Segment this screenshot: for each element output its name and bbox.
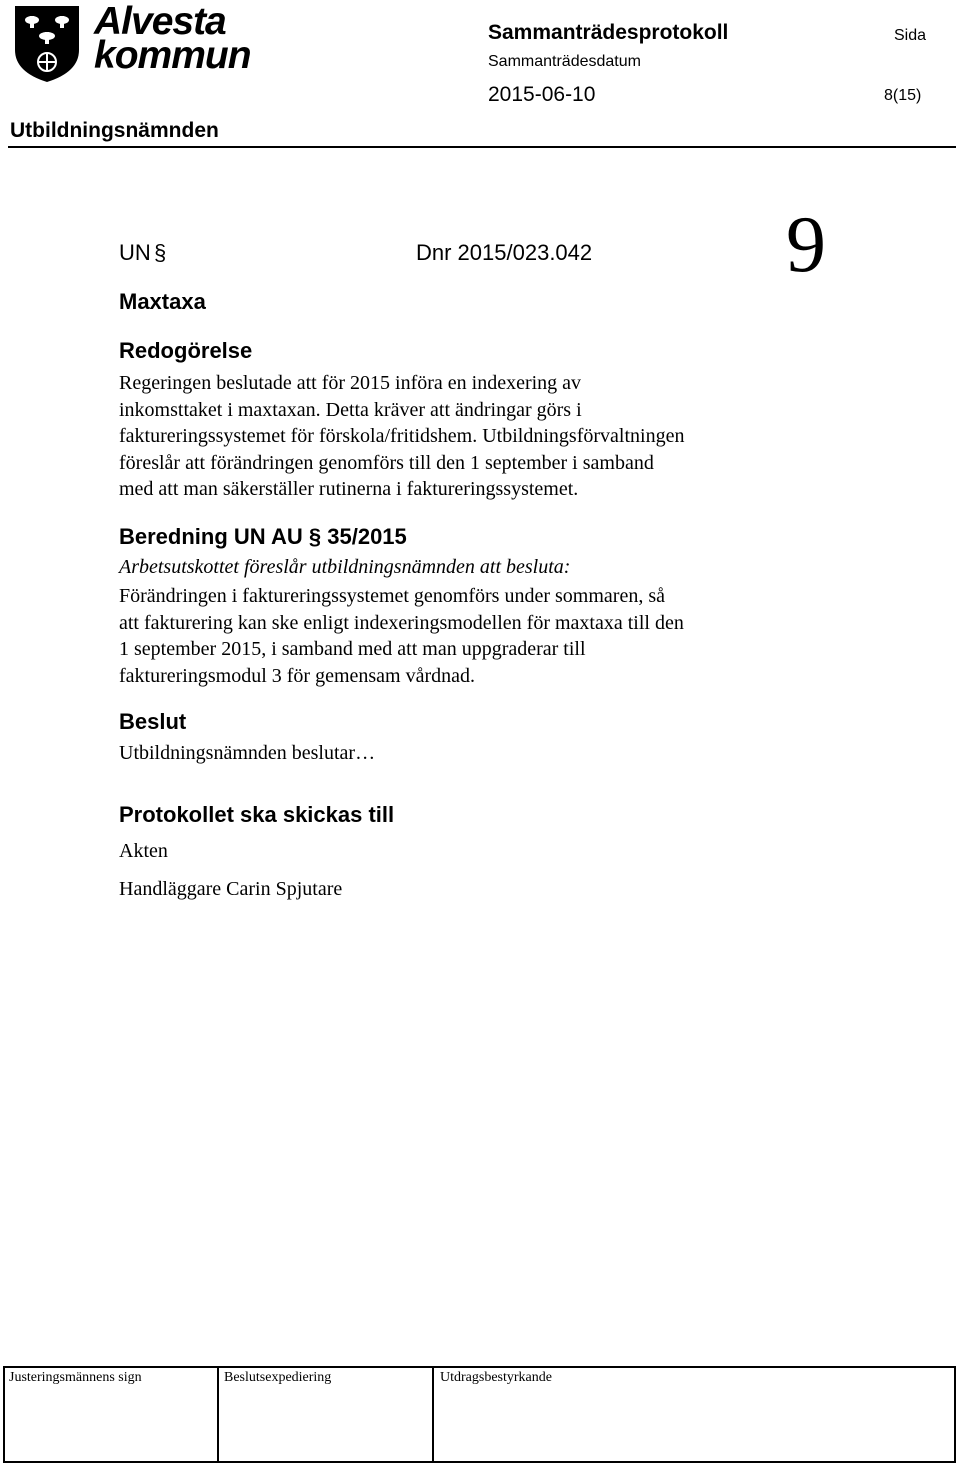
footer-divider (432, 1366, 434, 1463)
document-title: Sammanträdesprotokoll (488, 21, 729, 44)
municipality-crest-icon (12, 4, 82, 84)
redogorelse-text (119, 370, 759, 503)
beredning-proposal-intro: Arbetsutskottet föreslår utbildningsnämnden att besluta: (119, 556, 571, 578)
header-divider (8, 146, 956, 148)
footer-expedition-label: Beslutsexpediering (224, 1370, 332, 1385)
beredning-heading-prefix: Beredning UN AU (119, 524, 303, 549)
beslut-text: Utbildningsnämnden beslutar… (119, 742, 376, 764)
beredning-line: faktureringsmodul 3 för gemensam vårdnad. (119, 664, 476, 687)
beredning-section-symbol: § (308, 524, 322, 549)
committee-name: Utbildningsnämnden (10, 119, 219, 142)
meeting-date-label: Sammanträdesdatum (488, 53, 641, 70)
item-topic: Maxtaxa (119, 289, 206, 314)
footer-signature-label: Justeringsmännens sign (9, 1370, 142, 1385)
heading-distribution: Protokollet ska skickas till (119, 802, 395, 827)
beredning-heading-suffix: 35/2015 (327, 524, 407, 549)
recipient: Akten (119, 840, 168, 862)
org-name: Alvesta (94, 0, 226, 43)
footer-extract-label: Utdragsbestyrkande (440, 1370, 552, 1385)
recipient: Handläggare Carin Spjutare (119, 878, 343, 900)
section-reference: UN (119, 240, 151, 265)
page-label: Sida (894, 27, 927, 44)
redogorelse-line: Regeringen beslutade att för 2015 införa en indexering av (119, 372, 582, 394)
heading-redogorelse: Redogörelse (119, 338, 253, 363)
redogorelse-line: faktureringssystemet för förskola/fritidshem. Utbildningsförvaltningen (119, 425, 685, 447)
beredning-text (119, 583, 779, 689)
paragraph-number: 9 (786, 201, 826, 289)
footer-divider (217, 1366, 219, 1463)
redogorelse-line: föreslår att förändringen genomförs till den 1 september i samband (119, 451, 654, 474)
page-number: 8(15) (884, 87, 922, 104)
meeting-date: 2015-06-10 (488, 83, 596, 106)
heading-beredning (119, 524, 407, 550)
heading-beslut: Beslut (119, 709, 187, 734)
redogorelse-line: med att man säkerställer rutinerna i faktureringssystemet. (119, 478, 579, 500)
section-symbol: § (154, 240, 167, 265)
diary-number: Dnr 2015/023.042 (416, 240, 593, 265)
redogorelse-line: inkomsttaket i maxtaxan. Detta kräver att ändringar görs i (119, 398, 582, 421)
beredning-line: att fakturering kan ske enligt indexeringsmodellen för maxtaxa till den (119, 611, 684, 634)
beredning-line: 1 september 2015, i samband med att man uppgraderar till (119, 638, 586, 660)
org-name-suffix: kommun (94, 34, 251, 77)
beredning-line: Förändringen i faktureringssystemet genomförs under sommaren, så (119, 585, 665, 607)
